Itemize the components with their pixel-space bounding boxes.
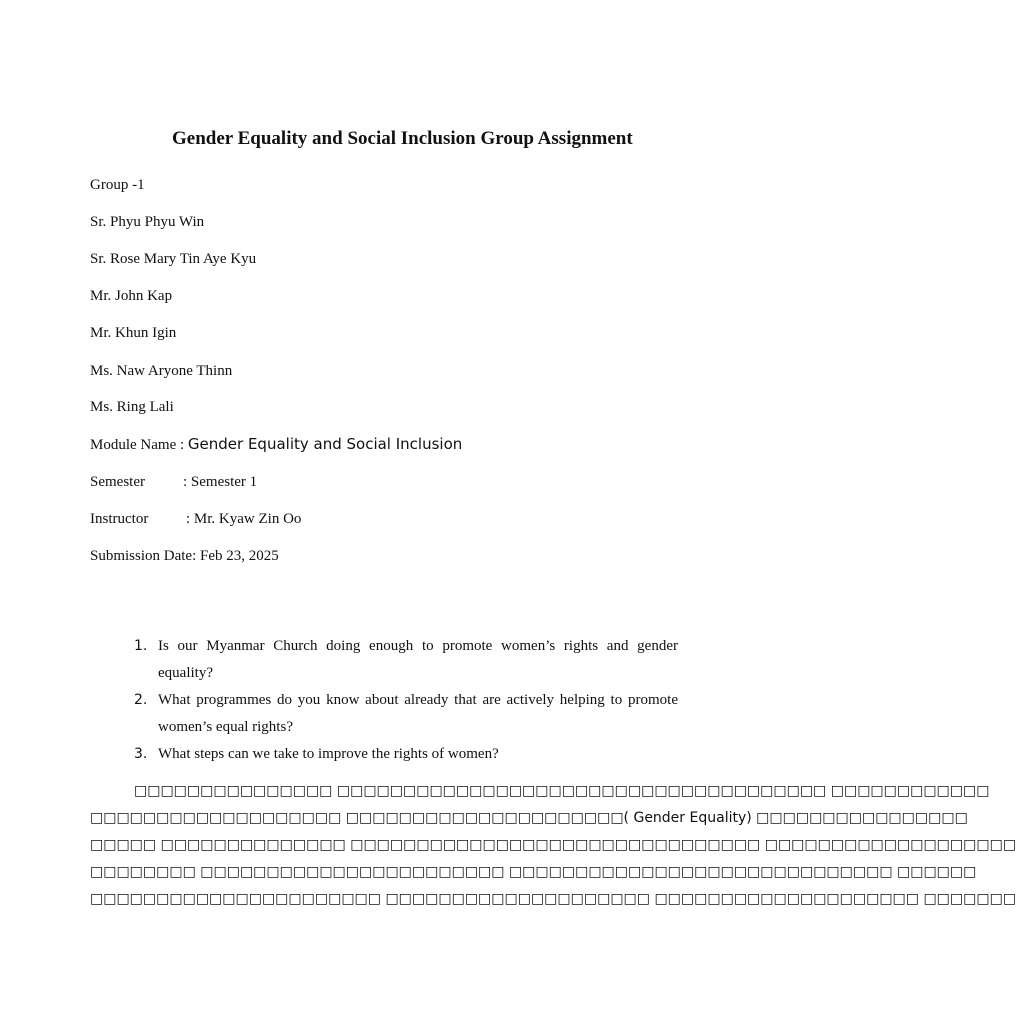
question-item [90, 633, 678, 687]
module-name-line [90, 435, 462, 454]
document-title: Gender Equality and Social Inclusion Group Assignment [172, 128, 633, 149]
semester-line [90, 473, 257, 491]
paragraph-line: □□□□□□□□ □□□□□□□□□□□□□□□□□□□□□□□ □□□□□□□□□□□□□□□□□□□□□□□□□□□□□ □□□□□□ [90, 864, 977, 880]
instructor-label: Instructor [90, 511, 149, 527]
paragraph-line: □□□□□□□□□□□□□□□ □□□□□□□□□□□□□□□□□□□□□□□□□□□□□□□□□□□□□ □□□□□□□□□□□□ [134, 783, 990, 799]
member-name: Mr. John Kap [90, 288, 173, 304]
question-number: 2. [134, 692, 148, 708]
paragraph-line: □□□□□□□□□□□□□□□□□□□□□□ □□□□□□□□□□□□□□□□□□□□ □□□□□□□□□□□□□□□□□□□□ □□□□□□□ [90, 891, 1016, 907]
paragraph-line: □□□□□ □□□□□□□□□□□□□□ □□□□□□□□□□□□□□□□□□□□□□□□□□□□□□□ □□□□□□□□□□□□□□□□□□□ [90, 837, 1016, 853]
member-name: Ms. Ring Lali [90, 399, 174, 415]
instructor-line [90, 510, 301, 528]
question-text: What steps can we take to improve the rights of women? [158, 746, 499, 762]
member-name: Sr. Phyu Phyu Win [90, 214, 205, 230]
semester-label: Semester [90, 474, 145, 490]
question-text: Is our Myanmar Church doing enough to promote women’s rights and gender equality? [158, 638, 678, 681]
instructor-value: : Mr. Kyaw Zin Oo [186, 511, 302, 527]
question-number: 1. [134, 638, 148, 654]
semester-value: : Semester 1 [183, 474, 258, 490]
member-name: Ms. Naw Aryone Thinn [90, 363, 233, 379]
question-text: What programmes do you know about already that are actively helping to promote women’s equal rights? [158, 692, 678, 735]
submission-date: Submission Date: Feb 23, 2025 [90, 548, 279, 564]
member-name: Sr. Rose Mary Tin Aye Kyu [90, 251, 257, 267]
member-name: Mr. Khun Igin [90, 325, 177, 341]
myanmar-paragraph [90, 778, 1016, 913]
group-label: Group -1 [90, 177, 145, 193]
question-number: 3. [134, 746, 148, 762]
paragraph-line: □□□□□□□□□□□□□□□□□□□ □□□□□□□□□□□□□□□□□□□□□( Gender Equality) □□□□□□□□□□□□□□□□ [90, 810, 968, 826]
module-name-value: Gender Equality and Social Inclusion [187, 435, 463, 453]
question-list [90, 633, 678, 768]
question-item [90, 741, 678, 768]
question-item [90, 687, 678, 741]
module-name-label: Module Name : [90, 437, 185, 453]
